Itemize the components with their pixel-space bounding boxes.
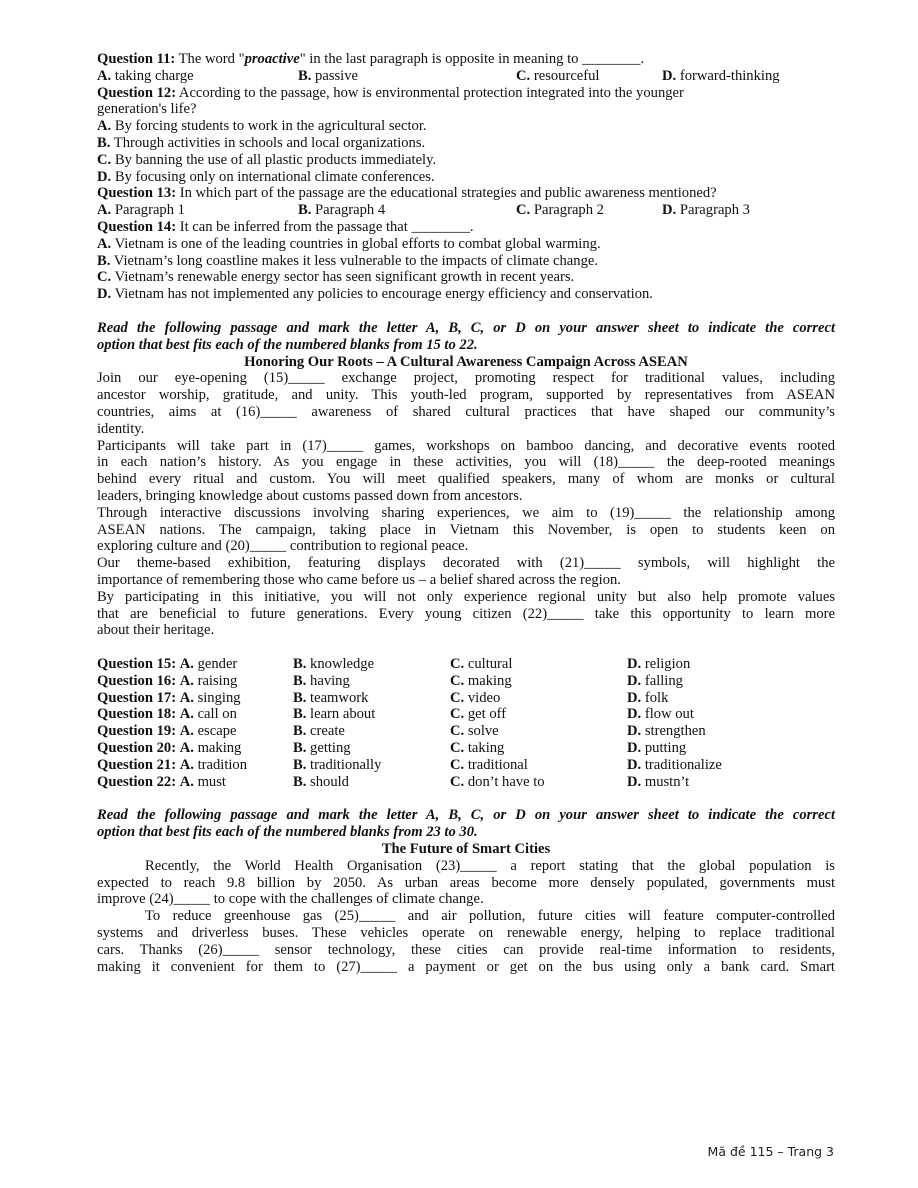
passage-title: Honoring Our Roots – A Cultural Awareness Campaign Across ASEAN	[244, 353, 688, 370]
option-a[interactable]: call on	[197, 706, 237, 723]
spacer	[97, 303, 835, 320]
passage-line: behind every ritual and custom. You will meet qualified speakers, many of whom are monks or cultural	[97, 471, 835, 488]
passage-line: that are beneficial to future generations. Every young citizen (22)_____ take this opportunity to learn more	[97, 605, 835, 622]
option-b[interactable]: B. Through activities in schools and local organizations.	[97, 134, 426, 151]
option-c[interactable]: don’t have to	[467, 773, 545, 790]
passage-line: Through interactive discussions involving sharing experiences, we aim to (19)_____ the relationship among	[97, 504, 835, 521]
option-d[interactable]: traditionalize	[644, 756, 722, 773]
passage-line: ASEAN nations. The campaign, taking place in Vietnam this November, is open to students keen on	[97, 521, 835, 538]
option-a[interactable]: A. Vietnam is one of the leading countries in global efforts to combat global warming.	[97, 235, 601, 252]
option-b[interactable]: create	[310, 723, 345, 740]
section-instruction: option that best fits each of the numbered blanks from 15 to 22.	[97, 336, 478, 353]
passage-line: systems and driverless buses. These vehicles operate on renewable energy, helping to replace traditional	[97, 925, 835, 942]
option-b[interactable]: traditionally	[310, 756, 382, 773]
spacer	[97, 639, 835, 656]
passage-line: Join our eye-opening (15)_____ exchange project, promoting respect for traditional values, including	[97, 370, 835, 387]
passage-line: cars. Thanks (26)_____ sensor technology, these cities can provide real-time information to residents,	[97, 941, 835, 958]
question-text: According to the passage, how is environmental protection integrated into the younger	[176, 84, 684, 101]
option-d[interactable]: mustn’t	[644, 773, 690, 790]
option-b[interactable]: should	[310, 773, 349, 790]
section-instruction: Read the following passage and mark the letter A, B, C, or D on your answer sheet to indicate the correct	[97, 807, 835, 824]
option-c[interactable]: solve	[467, 723, 499, 740]
passage-line: importance of remembering those who came before us – a belief shared across the region.	[97, 571, 621, 588]
passage-line: By participating in this initiative, you will not only experience regional unity but also help promote values	[97, 588, 835, 605]
option-b[interactable]: getting	[310, 740, 351, 757]
option-d[interactable]: D. Vietnam has not implemented any policies to encourage energy efficiency and conservation.	[97, 286, 653, 303]
question-label: Question 17:	[97, 689, 177, 706]
question-row-20: Question 20: A. making B. getting C. taking D. putting	[97, 740, 687, 757]
question-grid-15-22	[97, 656, 835, 790]
option-d[interactable]: putting	[644, 740, 687, 757]
option-a[interactable]: A. taking charge	[97, 67, 194, 84]
option-a[interactable]: tradition	[197, 756, 248, 773]
passage-line: identity.	[97, 420, 145, 437]
passage-line: about their heritage.	[97, 622, 215, 639]
question-text-continued: generation's life?	[97, 101, 197, 118]
option-d[interactable]: D. By focusing only on international climate conferences.	[97, 168, 435, 185]
passage-line: leaders, bringing knowledge about customs passed down from ancestors.	[97, 487, 523, 504]
option-a[interactable]: must	[197, 773, 226, 790]
option-b[interactable]: learn about	[310, 706, 376, 723]
question-label: Question 15:	[97, 656, 177, 673]
question-text: It can be inferred from the passage that ________.	[176, 218, 474, 235]
question-label: Question 16:	[97, 672, 177, 689]
question-row-19: Question 19: A. escape B. create C. solve D. strengthen	[97, 723, 706, 740]
section-instruction: option that best fits each of the numbered blanks from 23 to 30.	[97, 824, 478, 841]
question-label: Question 11:	[97, 51, 176, 67]
question-row-22: Question 22: A. must B. should C. don’t have to D. mustn’t	[97, 773, 690, 790]
question-text: The word "	[175, 51, 245, 67]
option-b[interactable]: B. Vietnam’s long coastline makes it less vulnerable to the impacts of climate change.	[97, 252, 598, 269]
option-c[interactable]: C. resourceful	[516, 67, 600, 84]
option-b[interactable]: B. Paragraph 4	[298, 202, 386, 219]
question-row-17: Question 17: A. singing B. teamwork C. video D. folk	[97, 689, 669, 706]
option-d[interactable]: D. forward-thinking	[662, 67, 780, 84]
passage-line: making it convenient for them to (27)_____ a payment or get on the bus using only a bank card. Smart	[97, 958, 835, 975]
passage-line: expected to reach 9.8 billion by 2050. As urban areas become more densely populated, governments must	[97, 874, 835, 891]
option-b[interactable]: having	[310, 672, 350, 689]
option-d[interactable]: falling	[644, 672, 683, 689]
option-a[interactable]: A. By forcing students to work in the agricultural sector.	[97, 118, 427, 135]
question-13-options	[97, 202, 835, 219]
question-label: Question 20:	[97, 740, 177, 757]
highlighted-word: proactive	[244, 51, 300, 67]
question-row-21: Question 21: A. tradition B. traditionally C. traditional D. traditionalize	[97, 756, 722, 773]
question-label: Question 22:	[97, 773, 177, 790]
question-row-16: Question 16: A. raising B. having C. making D. falling	[97, 672, 683, 689]
option-a[interactable]: raising	[197, 672, 238, 689]
option-c[interactable]: video	[467, 689, 501, 706]
option-a[interactable]: escape	[197, 723, 237, 740]
option-d[interactable]: strengthen	[644, 723, 706, 740]
passage-title: The Future of Smart Cities	[381, 841, 551, 858]
question-13	[97, 185, 835, 202]
option-b[interactable]: knowledge	[310, 656, 375, 673]
option-d[interactable]: folk	[644, 689, 669, 706]
passage-line: Recently, the World Health Organisation (23)_____ a report stating that the global population is	[145, 857, 835, 874]
option-d[interactable]: flow out	[644, 706, 694, 723]
option-a[interactable]: gender	[197, 656, 238, 673]
passage-line: countries, aims at (16)_____ awareness of shared cultural practices that have shaped our community’s	[97, 403, 835, 420]
passage-line: improve (24)_____ to cope with the challenges of climate change.	[97, 891, 484, 908]
passage-line: Our theme-based exhibition, featuring displays decorated with (21)_____ symbols, will highlight the	[97, 555, 835, 572]
exam-page	[97, 51, 835, 975]
option-c[interactable]: traditional	[467, 756, 528, 773]
option-a[interactable]: singing	[197, 689, 241, 706]
option-b[interactable]: teamwork	[310, 689, 369, 706]
option-a[interactable]: making	[197, 740, 242, 757]
page-footer: Mã đề 115 – Trang 3	[707, 1144, 834, 1159]
option-b[interactable]: B. passive	[298, 67, 359, 84]
question-text: In which part of the passage are the educational strategies and public awareness mentioned?	[176, 185, 717, 202]
option-c[interactable]: making	[467, 672, 512, 689]
question-label: Question 18:	[97, 706, 177, 723]
question-11-options	[97, 68, 835, 85]
option-c[interactable]: C. Vietnam’s renewable energy sector has seen significant growth in recent years.	[97, 269, 575, 286]
passage-line: To reduce greenhouse gas (25)_____ and air pollution, future cities will feature computer-controlled	[145, 908, 835, 925]
question-label: Question 21:	[97, 756, 177, 773]
question-12	[97, 85, 835, 102]
option-a[interactable]: A. Paragraph 1	[97, 202, 185, 219]
option-c[interactable]: taking	[467, 740, 505, 757]
option-d[interactable]: religion	[644, 656, 691, 673]
question-11	[97, 51, 835, 68]
option-c[interactable]: C. Paragraph 2	[516, 202, 604, 219]
question-row-15: Question 15: A. gender B. knowledge C. cultural D. religion	[97, 656, 691, 673]
passage-line: ancestor worship, gratitude, and unity. This youth-led program, supported by representatives from ASEAN	[97, 387, 835, 404]
question-label: Question 13:	[97, 185, 177, 202]
passage-line: exploring culture and (20)_____ contribution to regional peace.	[97, 538, 469, 555]
question-text: " in the last paragraph is opposite in meaning to ________.	[299, 51, 645, 67]
question-label: Question 12:	[97, 84, 177, 101]
option-c[interactable]: cultural	[467, 656, 513, 673]
option-c[interactable]: get off	[467, 706, 507, 723]
question-14	[97, 219, 835, 236]
passage-line: Participants will take part in (17)_____ games, workshops on bamboo dancing, and decorative events rooted	[97, 437, 835, 454]
option-c[interactable]: C. By banning the use of all plastic products immediately.	[97, 151, 437, 168]
question-label: Question 19:	[97, 723, 177, 740]
spacer	[97, 790, 835, 807]
question-row-18: Question 18: A. call on B. learn about C. get off D. flow out	[97, 706, 694, 723]
passage-line: in each nation’s history. As you engage in these activities, you will (18)_____ the deep-rooted meanings	[97, 454, 835, 471]
option-d[interactable]: D. Paragraph 3	[662, 202, 750, 219]
question-label: Question 14:	[97, 218, 177, 235]
section-instruction: Read the following passage and mark the letter A, B, C, or D on your answer sheet to indicate the correct	[97, 319, 835, 336]
